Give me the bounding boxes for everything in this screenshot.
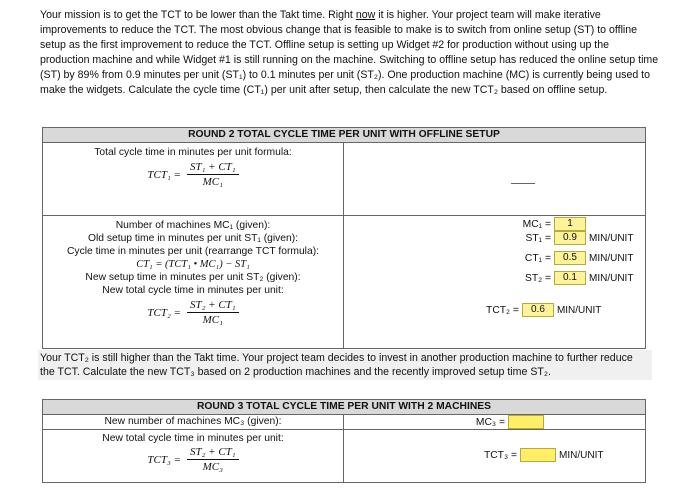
formula-numerator: ST₂ + CT₁ bbox=[187, 446, 239, 460]
answers-cell bbox=[344, 216, 646, 349]
mc3-var: MC₃ = bbox=[475, 416, 505, 428]
tct3-unit: MIN/UNIT bbox=[559, 449, 604, 461]
underlined-word: now bbox=[355, 9, 376, 21]
tct3-value[interactable] bbox=[520, 448, 556, 462]
st2-label: New setup time in minutes per unit ST₂ (given): bbox=[85, 272, 301, 283]
answer-dash bbox=[511, 183, 535, 184]
tct2-var: TCT₂ = bbox=[486, 304, 519, 316]
st2-row bbox=[344, 271, 645, 285]
tct1-formula bbox=[43, 161, 343, 188]
round-3-instructions bbox=[38, 350, 652, 380]
mc3-label: New number of machines MC₃ (given): bbox=[104, 416, 282, 427]
tct3-var: TCT₃ = bbox=[483, 449, 518, 461]
instructions-text-start: Your mission is to get the TCT to be lower than the Takt time. Right bbox=[40, 9, 356, 21]
formula-answer-cell bbox=[344, 143, 646, 216]
formula-denominator: MC₃ bbox=[202, 461, 223, 473]
st1-label: Old setup time in minutes per unit ST₁ (given): bbox=[87, 233, 299, 244]
new-total-label: New total cycle time in minutes per unit: bbox=[102, 285, 284, 296]
ct1-row bbox=[344, 251, 645, 265]
ct1-value[interactable]: 0.5 bbox=[554, 251, 586, 265]
st2-unit: MIN/UNIT bbox=[589, 272, 634, 284]
mc1-value[interactable]: 1 bbox=[554, 217, 586, 231]
round-3-table bbox=[42, 399, 646, 483]
mc3-value[interactable] bbox=[508, 415, 544, 429]
round-3-title: ROUND 3 TOTAL CYCLE TIME PER UNIT WITH 2 MACHINES bbox=[43, 400, 646, 415]
st1-value[interactable]: 0.9 bbox=[554, 231, 586, 245]
tct3-row bbox=[344, 448, 645, 462]
instructions-text-rest: it is higher. Your project team will make iterative improvements to reduce the TCT. The most obvious change that is feasible to make is to switch from online setup (ST) to offline setup as the first improvement to reduce the TCT. Offline setup is setting up Widget #2 for production without using up the production machine and while Widget #1 is still running on the machine. Switching to offline setup has reduced the online setup time (ST) by 89% from 0.9 minutes per unit (ST₁) to 0.1 minutes per unit (ST₂). One production machine (MC) is currently being used to make the widgets. Calculate the cycle time (CT₁) per unit after setup, then calculate the new TCT₂ based on offline setup. bbox=[40, 9, 659, 97]
st1-unit: MIN/UNIT bbox=[589, 232, 634, 244]
formula-denominator: MC₁ bbox=[202, 176, 223, 188]
mc3-answer-cell bbox=[344, 415, 646, 430]
tct2-row bbox=[344, 303, 645, 317]
ct1-unit: MIN/UNIT bbox=[589, 252, 634, 264]
given-values-cell bbox=[43, 216, 344, 349]
mc3-row bbox=[344, 415, 645, 429]
st1-row bbox=[344, 231, 645, 245]
formula-numerator: ST₁ + CT₁ bbox=[187, 161, 239, 175]
formula-lhs: TCT₂ = bbox=[147, 306, 181, 319]
st2-var: ST₂ = bbox=[524, 272, 551, 284]
tct3-answer-cell bbox=[344, 430, 646, 483]
ct1-formula: CT₁ = (TCT₁ • MC₁) − ST₁ bbox=[136, 259, 250, 270]
tct2-formula bbox=[43, 299, 343, 326]
mc1-row bbox=[344, 217, 645, 231]
st1-var: ST₁ = bbox=[525, 232, 551, 244]
st2-value[interactable]: 0.1 bbox=[554, 271, 586, 285]
formula-lhs: TCT₁ = bbox=[147, 168, 181, 181]
round-2-table bbox=[42, 127, 646, 349]
round-3-instructions-text: Your TCT₂ is still higher than the Takt time. Your project team decides to invest in another production machine to further reduce the TCT. Calculate the new TCT₃ based on 2 production machines and the recently improved setup time ST₂. bbox=[40, 352, 633, 378]
round-2-title: ROUND 2 TOTAL CYCLE TIME PER UNIT WITH OFFLINE SETUP bbox=[43, 128, 646, 143]
tct2-value[interactable]: 0.6 bbox=[522, 303, 554, 317]
formula-lhs: TCT₃ = bbox=[147, 453, 181, 466]
formula-label: Total cycle time in minutes per unit formula: bbox=[94, 147, 292, 158]
formula-numerator: ST₂ + CT₁ bbox=[187, 299, 239, 313]
ct1-rearrange-label: Cycle time in minutes per unit (rearrange TCT formula): bbox=[67, 246, 319, 257]
tct3-cell bbox=[43, 430, 344, 483]
ct1-var: CT₁ = bbox=[524, 252, 551, 264]
formula-cell bbox=[43, 143, 344, 216]
instructions-paragraph bbox=[40, 8, 660, 99]
tct3-label: New total cycle time in minutes per unit: bbox=[102, 433, 284, 444]
tct2-unit: MIN/UNIT bbox=[556, 304, 602, 316]
formula-denominator: MC₁ bbox=[202, 314, 223, 326]
mc1-label: Number of machines MC₁ (given): bbox=[115, 220, 271, 231]
tct3-formula bbox=[43, 446, 343, 473]
mc3-label-cell bbox=[43, 415, 344, 430]
mc1-var: MC₁ = bbox=[522, 218, 551, 230]
